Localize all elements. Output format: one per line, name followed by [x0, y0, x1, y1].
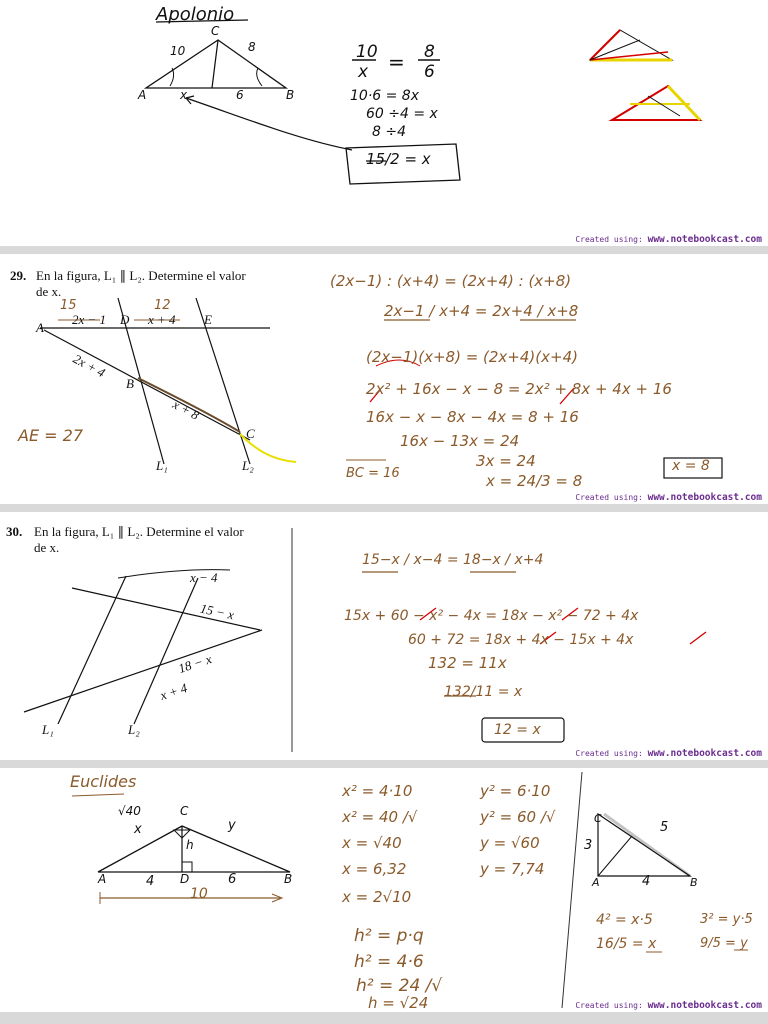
fig-label-d: D: [180, 872, 190, 886]
solution-line-4: 132 = 11x: [428, 654, 507, 672]
fig-label-b: B: [284, 872, 293, 886]
fig-seg-1: x − 4: [190, 570, 218, 585]
tri-label-5: 5: [660, 820, 669, 835]
right-line-4: y = 7,74: [480, 860, 545, 878]
left-line-1: x² = 4·10: [342, 782, 413, 800]
ratio-eq: =: [388, 50, 405, 74]
page-euclides: [0, 768, 768, 1012]
solution-line-5: 132/11 = x: [444, 684, 523, 700]
fig-label-a: A: [36, 320, 44, 335]
tri-label-4: 4: [642, 874, 651, 889]
apolonio-figure: [0, 0, 768, 246]
ratio-n2: 8: [424, 42, 435, 62]
problem-30-figure: [0, 512, 768, 760]
problem-number: 30.: [6, 524, 23, 539]
solution-line-7: 3x = 24: [476, 452, 536, 470]
left-line-5: x = 2√10: [342, 888, 412, 906]
fig-sqrt40: √40: [118, 804, 141, 818]
problem-statement: En la figura, L₁ ∥ L₂. Determine el valor: [34, 524, 244, 539]
ratio-d2: 6: [424, 62, 435, 82]
answer-box: x = 8: [672, 458, 710, 474]
fig-label-d: D: [120, 312, 130, 327]
right-line-3: y = √60: [480, 834, 540, 852]
problem-number: 29.: [10, 268, 27, 283]
label-ten: 10: [170, 44, 186, 58]
fig-label-a: A: [98, 872, 107, 886]
notebookcast-credit: Created using: www.notebookcast.com: [575, 748, 762, 759]
notebookcast-credit: Created using: www.notebookcast.com: [575, 492, 762, 503]
tri-label-a: A: [592, 876, 600, 889]
h-line-1: h² = p·q: [354, 926, 424, 946]
fig-top-15: 15: [60, 298, 77, 313]
h-line-2: h² = 4·6: [354, 952, 424, 972]
fig-label-l1: L₁: [42, 722, 54, 737]
tri-label-c: C: [594, 812, 602, 825]
answer-box: 12 = x: [494, 722, 541, 738]
fig-label-4: 4: [146, 874, 155, 889]
notebookcast-credit: Created using: www.notebookcast.com: [575, 1000, 762, 1011]
fig-label-6: 6: [228, 872, 237, 887]
euclides-title: Euclides: [70, 772, 137, 791]
fig-label-y: y: [228, 818, 236, 833]
solution-line-1: (2x−1) : (x+4) = (2x+4) : (x+8): [330, 272, 572, 290]
label-a: A: [138, 88, 147, 102]
page-problem-30: [0, 512, 768, 760]
tri-eq-1: 4² = x·5: [596, 912, 653, 928]
fig-label-l1: L₁: [156, 458, 168, 473]
fig-seg-4: x + 8: [170, 396, 202, 423]
label-eight: 8: [248, 40, 256, 54]
problem-statement-2: de x.: [34, 540, 60, 555]
solution-line-1: 15−x / x−4 = 18−x / x+4: [362, 552, 544, 568]
solution-line-8: x = 24/3 = 8: [486, 472, 583, 490]
fig-seg-4: x + 4: [158, 680, 190, 703]
label-b: B: [286, 88, 295, 102]
fig-seg-1: 2x − 1: [72, 312, 107, 327]
left-line-3: x = √40: [342, 834, 402, 852]
solution-line-3: (2x−1)(x+8) = (2x+4)(x+4): [366, 348, 578, 366]
right-line-2: y² = 60 /√: [480, 808, 556, 826]
fig-label-l2: L₂: [242, 458, 254, 473]
step-1: 10·6 = 8x: [350, 88, 419, 104]
fig-label-b: B: [126, 376, 134, 391]
h-line-3: h² = 24 /√: [356, 976, 443, 996]
ratio-d1: x: [358, 62, 369, 82]
solution-line-3: 60 + 72 = 18x + 4x − 15x + 4x: [408, 632, 634, 648]
notebookcast-credit: Created using: www.notebookcast.com: [575, 234, 762, 245]
step-2: 60 ÷4 = x: [366, 106, 438, 122]
fig-top-12: 12: [154, 298, 171, 313]
step-3: 8 ÷4: [372, 124, 406, 140]
page-apolonio: [0, 0, 768, 246]
problem-statement-2: de x.: [36, 284, 62, 299]
fig-label-h: h: [186, 838, 194, 852]
solution-line-5: 16x − x − 8x − 4x = 8 + 16: [366, 408, 579, 426]
note-ae: AE = 27: [18, 426, 83, 445]
tri-label-3: 3: [584, 838, 593, 853]
page-problem-29: [0, 254, 768, 504]
tri-label-b: B: [690, 876, 698, 889]
ratio-n1: 10: [356, 42, 378, 62]
label-six: 6: [236, 88, 244, 102]
fig-seg-3: 18 − x: [176, 651, 214, 676]
fig-label-x: x: [134, 822, 142, 837]
problem-statement: En la figura, L₁ ∥ L₂. Determine el valor: [36, 268, 246, 283]
boxed-answer: 15/2 = x: [366, 150, 431, 168]
left-line-2: x² = 40 /√: [342, 808, 418, 826]
fig-label-c: C: [246, 426, 255, 441]
tri-eq-4: 9/5 = y: [700, 936, 748, 951]
fig-label-c: C: [180, 804, 189, 818]
label-c: C: [211, 24, 220, 38]
fig-seg-2: 15 − x: [198, 600, 236, 623]
tri-eq-2: 16/5 = x: [596, 936, 657, 952]
fig-label-e: E: [204, 312, 212, 327]
solution-line-2: 15x + 60 − x² − 4x = 18x − x² − 72 + 4x: [344, 608, 639, 624]
solution-line-4: 2x² + 16x − x − 8 = 2x² + 8x + 4x + 16: [366, 380, 672, 398]
fig-seg-2: x + 4: [148, 312, 176, 327]
fig-label-10: 10: [190, 886, 208, 902]
solution-line-6: 16x − 13x = 24: [400, 432, 520, 450]
left-line-4: x = 6,32: [342, 860, 407, 878]
note-bc: BC = 16: [346, 466, 400, 481]
solution-line-2: 2x−1 / x+4 = 2x+4 / x+8: [384, 302, 579, 320]
h-line-4: h = √24: [368, 994, 429, 1012]
right-line-1: y² = 6·10: [480, 782, 551, 800]
tri-eq-3: 3² = y·5: [700, 912, 753, 927]
fig-label-l2: L₂: [128, 722, 140, 737]
label-x: x: [180, 88, 188, 102]
apolonio-title: Apolonio: [156, 4, 235, 25]
fig-seg-3: 2x + 4: [70, 350, 108, 381]
